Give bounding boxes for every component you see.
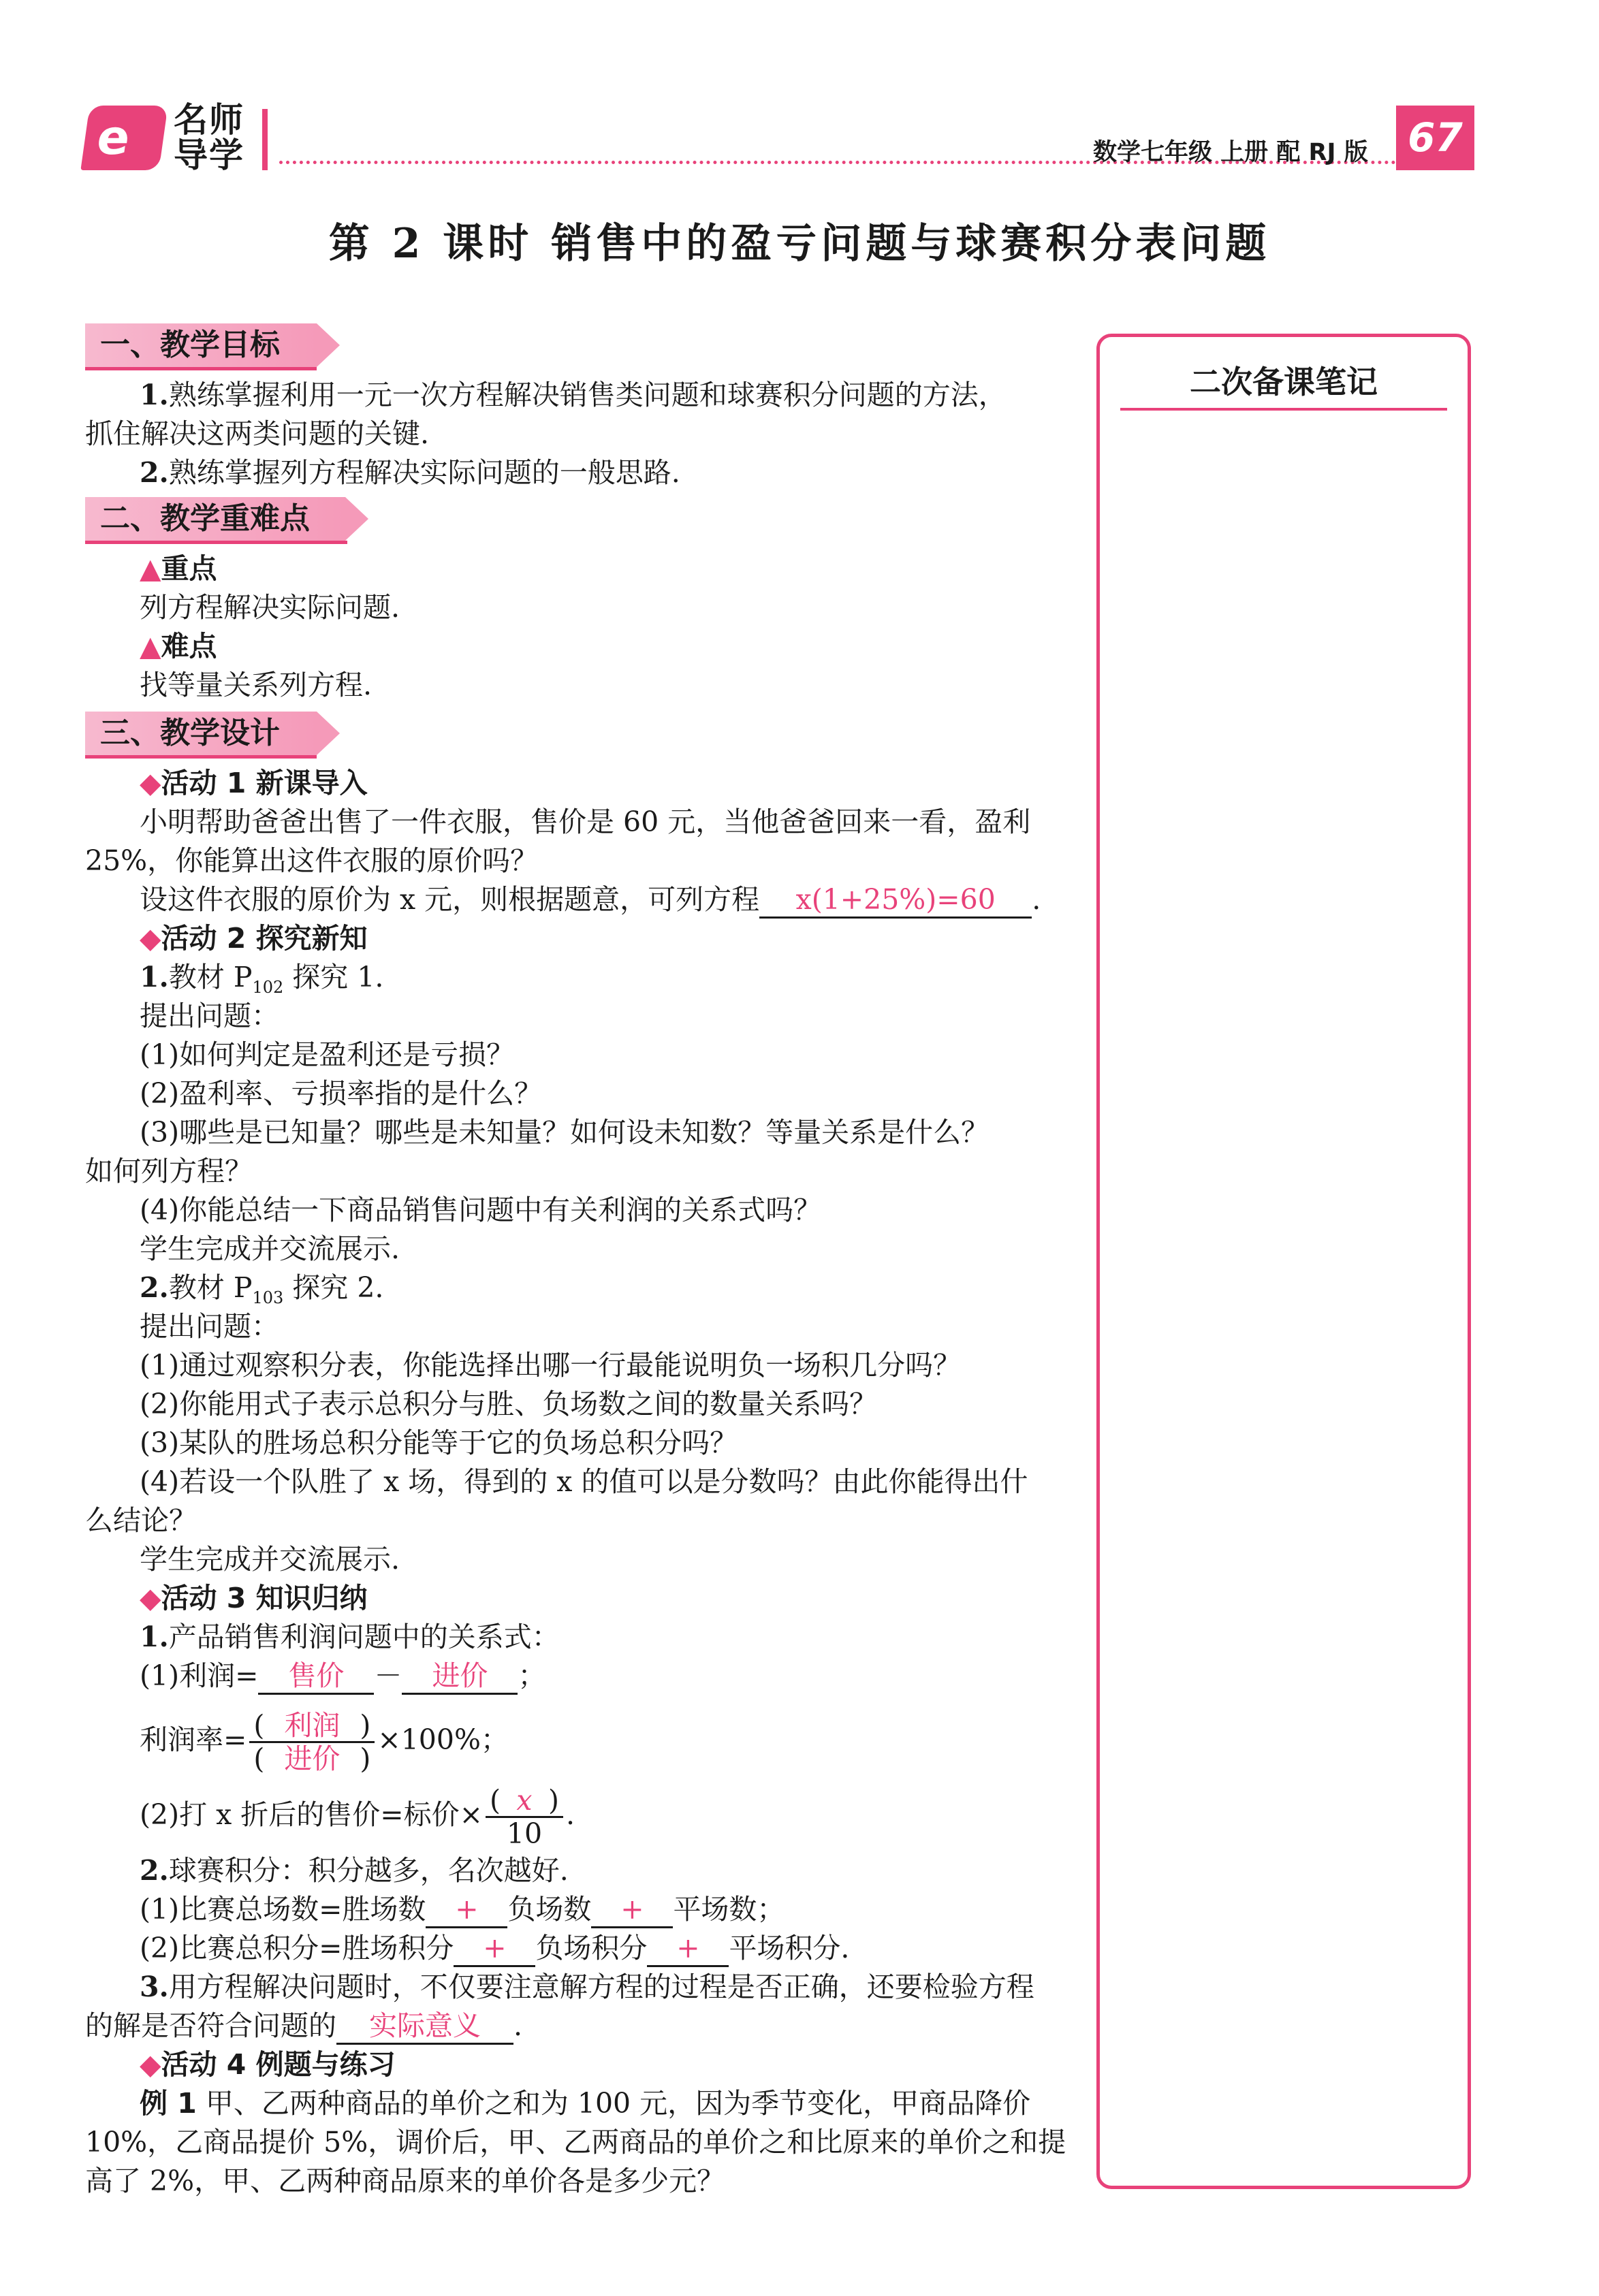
publisher-logo-text: 名师 导学 — [174, 100, 244, 175]
ask-label-2: 提出问题： — [140, 1310, 279, 1343]
question-3: (3)哪些是已知量？哪些是未知量？如何设未知数？等量关系是什么？ — [140, 1116, 990, 1149]
example-1-line-2: 10%，乙商品提价 5%，调价后，甲、乙两商品的单价之和比原来的单价之和提 — [85, 2126, 1066, 2158]
knowledge-2: 2.球赛积分：积分越多，名次越好. — [140, 1854, 569, 1887]
banner-underline — [85, 367, 317, 370]
knowledge-1: 1.产品销售利润问题中的关系式： — [140, 1621, 560, 1653]
activity-2-heading: ◆活动 2 探究新知 — [140, 922, 368, 955]
question-3-cont: 如何列方程？ — [85, 1155, 253, 1187]
profit-rate-formula: 利润率= $\frac{\text{( 利润 )}}{\text{( 进价 )}}$ ×100%； — [140, 1709, 509, 1775]
difficulty-text: 找等量关系列方程. — [140, 669, 373, 701]
question-r2: (2)你能用式子表示总积分与胜、负场数之间的数量关系吗？ — [140, 1388, 878, 1420]
publisher-logo-badge: e — [80, 106, 168, 170]
book-info: 数学七年级 上册 配 RJ 版 — [1093, 139, 1368, 166]
example-1-line-1: 例 1 甲、乙两种商品的单价之和为 100 元，因为季节变化，甲商品降价 — [140, 2087, 1031, 2120]
banner-underline — [85, 755, 317, 759]
activity-4-heading: ◆活动 4 例题与练习 — [140, 2048, 396, 2081]
activity-1-p1-cont: 25%，你能算出这件衣服的原价吗？ — [85, 844, 539, 877]
question-4: (4)你能总结一下商品销售问题中有关利润的关系式吗？ — [140, 1194, 822, 1226]
ask-label: 提出问题： — [140, 1000, 279, 1032]
question-2: (2)盈利率、亏损率指的是什么？ — [140, 1077, 543, 1110]
section-banner-design: 三、教学设计 — [85, 712, 317, 755]
question-r4: (4)若设一个队胜了 x 场，得到的 x 的值可以是分数吗？由此你能得出什 — [140, 1465, 1028, 1498]
student-task-2: 学生完成并交流展示. — [140, 1543, 400, 1576]
diamond-icon: ◆ — [140, 767, 161, 799]
activity-1-heading: ◆活动 1 新课导入 — [140, 767, 368, 799]
answer-blank: 售价 — [258, 1659, 374, 1695]
profit-formula: (1)利润= 售价 － 进价 ； — [140, 1659, 1120, 1695]
answer-blank: + — [426, 1892, 507, 1928]
section-banner-key-points: 二、教学重难点 — [85, 497, 345, 541]
key-point-text: 列方程解决实际问题. — [140, 591, 400, 624]
profit-rate-fraction: $\frac{\text{( 利润 )}}{\text{( 进价 )}}$ — [249, 1710, 375, 1774]
answer-blank: + — [454, 1931, 535, 1967]
answer-blank: x(1+25%)=60 — [759, 882, 1032, 919]
activity-1-p1: 小明帮助爸爸出售了一件衣服，售价是 60 元，当他爸爸回来一看，盈利 — [140, 806, 1031, 838]
answer-blank: 进价 — [402, 1659, 518, 1695]
goal-item-2: 2.熟练掌握列方程解决实际问题的一般思路. — [140, 456, 680, 489]
question-r4-cont: 么结论？ — [85, 1504, 197, 1537]
match-count-formula: (1)比赛总场数=胜场数 + 负场数 + 平场数； — [140, 1892, 1120, 1928]
difficulty-label: ▲难点 — [140, 630, 217, 663]
triangle-icon: ▲ — [140, 630, 161, 663]
notes-panel — [1096, 334, 1471, 2189]
diamond-icon: ◆ — [140, 1582, 161, 1614]
page-number: 67 — [1396, 106, 1474, 170]
answer-blank: 实际意义 — [336, 2009, 513, 2045]
question-1: (1)如何判定是盈利还是亏损？ — [140, 1038, 515, 1071]
match-score-formula: (2)比赛总积分=胜场积分 + 负场积分 + 平场积分. — [140, 1931, 1120, 1967]
question-r1: (1)通过观察积分表，你能选择出哪一行最能说明负一场积几分吗？ — [140, 1349, 962, 1382]
answer-blank: + — [647, 1931, 729, 1967]
activity-1-p2: 设这件衣服的原价为 x 元，则根据题意，可列方程 x(1+25%)=60 . — [140, 882, 1120, 919]
example-1-line-3: 高了 2%，甲、乙两种商品原来的单价各是多少元？ — [85, 2165, 725, 2197]
discount-fraction: $\frac{( x )}{10}$ — [486, 1785, 563, 1849]
question-r3: (3)某队的胜场总积分能等于它的负场总积分吗？ — [140, 1426, 738, 1459]
logo-divider — [262, 109, 268, 170]
banner-underline — [85, 541, 347, 544]
diamond-icon: ◆ — [140, 2048, 161, 2081]
student-task-1: 学生完成并交流展示. — [140, 1232, 400, 1265]
activity-3-heading: ◆活动 3 知识归纳 — [140, 1582, 368, 1614]
inquiry-2-heading: 2.教材 $P_{103}$ 探究 2. — [140, 1271, 384, 1308]
inquiry-1-heading: 1.教材 $P_{102}$ 探究 1. — [140, 961, 384, 998]
discount-formula: (2)打 x 折后的售价=标价× $\frac{( x )}{10}$ . — [140, 1784, 575, 1850]
notes-title: 二次备课笔记 — [1120, 357, 1447, 411]
knowledge-3-cont: 的解是否符合问题的 实际意义 . — [85, 2009, 1066, 2045]
key-point-label: ▲重点 — [140, 552, 217, 585]
knowledge-3: 3.用方程解决问题时，不仅要注意解方程的过程是否正确，还要检验方程 — [140, 1971, 1034, 2003]
goal-item-1: 1.熟练掌握利用一元一次方程解决销售类问题和球赛积分问题的方法， — [140, 379, 1007, 411]
diamond-icon: ◆ — [140, 922, 161, 955]
triangle-icon: ▲ — [140, 552, 161, 585]
page-header — [0, 0, 1599, 184]
answer-blank: + — [591, 1892, 673, 1928]
section-banner-goals: 一、教学目标 — [85, 323, 317, 367]
goal-item-1-cont: 抓住解决这两类问题的关键. — [85, 417, 430, 450]
lesson-title: 第 2 课时 销售中的盈亏问题与球赛积分表问题 — [328, 220, 1271, 268]
